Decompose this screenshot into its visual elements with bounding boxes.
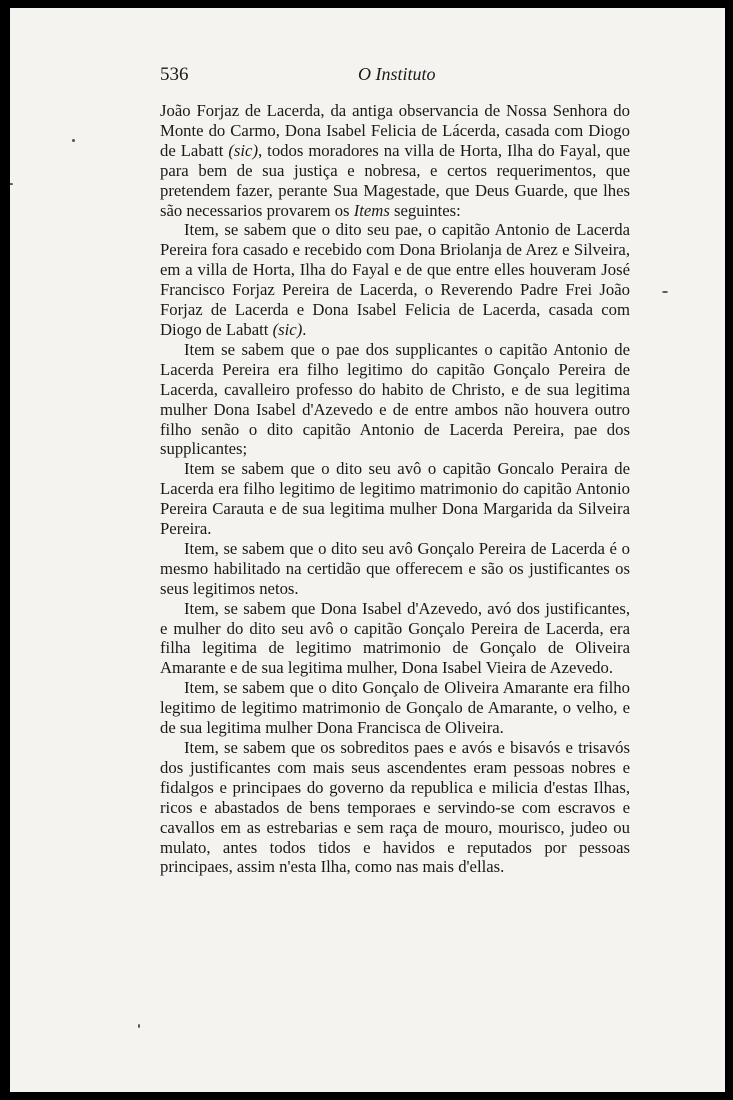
text-run: seguintes: [389,200,461,220]
text-run: Item se sabem que o pae dos supplicantes o capitão Antonio de Lacerda Pereira era filho legitimo do capitão Gonçalo Pereira de Lacerda, cavalleiro professo do habito de Christo, e de sua legitima mulher Dona Isabel d'Azevedo e de entre ambos não houvera outro filho senão o dito capitão Antonio de Lacerda Pereira, pae dos supplicantes; [160,339,630,459]
text-run: Item, se sabem que os sobreditos paes e avós e bisavós e trisavós dos justificantes com mais seus ascendentes eram pessoas nobres e fidalgos e principaes do governo da republica e milicia d'estas Ilhas, ricos e abastados de bens temporaes e servindo-se com escravos e cavallos em as estrebarias e sem raça de mouro, mourisco, judeo ou mulato, antes todos tidos e havidos e reputados por pessoas principaes, assim n'esta Ilha, como nas mais d'ellas. [160,738,630,877]
paper-speck [10,183,13,185]
page-number: 536 [160,64,189,85]
paper-speck [662,291,668,293]
text-run: Item, se sabem que o dito seu avô Gonçalo Pereira de Lacerda é o mesmo habilitado na certidão que offerecem e são os justificantes os seus legitimos netos. [160,538,630,598]
paragraph [160,340,630,459]
paragraph [160,738,630,877]
paragraph [160,678,630,738]
text-run: Item, se sabem que Dona Isabel d'Azevedo, avó dos justificantes, e mulher do dito seu avô o capitão Gonçalo Pereira de Lacerda, era filha legitima de legitimo matrimonio de Gonçalo de Oliveira Amarante e de sua legitima mulher, Dona Isabel Vieira de Azevedo. [160,598,630,678]
running-title: O Instituto [358,64,436,84]
book-page [10,8,725,1092]
italic-text: (sic) [228,140,259,160]
paragraph [160,101,630,220]
italic-text: Items [353,200,390,220]
paragraph [160,539,630,599]
page-header [160,64,640,88]
text-run: Item se sabem que o dito seu avô o capitão Goncalo Peraira de Lacerda era filho legitimo de legitimo matrimonio do capitão Antonio Pereira Carauta e de sua legitima mulher Dona Margarida da Silveira Pereira. [160,459,630,539]
paragraph [160,220,630,339]
text-run: , todos moradores na villa de Horta, Ilha do Fayal, que para bem de sua justiça e nobresa, e certos requerimentos, que pretendem fazer, perante Sua Magestade, que Deus Guarde, que lhes são necessarios provarem os [160,140,630,220]
paragraph [160,599,630,679]
text-run: Item, se sabem que o dito Gonçalo de Oliveira Amarante era filho legitimo de legitimo matrimonio de Gonçalo de Amarante, o velho, e de sua legitima mulher Dona Francisca de Oliveira. [160,678,630,738]
italic-text: (sic) [272,319,303,339]
body-text [160,101,630,877]
text-run: João Forjaz de Lacerda, da antiga observancia de Nossa Senhora do Monte do Carmo, Dona Isabel Felicia de Lácerda, casada com Diogo de Labatt [160,101,630,160]
text-run: Item, se sabem que o dito seu pae, o capitão Antonio de Lacerda Pereira fora casado e recebido com Dona Briolanja de Arez e Silveira, em a villa de Horta, Ilha do Fayal e de que entre elles houveram José Francisco Forjaz Pereira de Lacerda, o Reverendo Padre Frei João Forjaz de Lacerda e Dona Isabel Felicia de Lacerda, casada com Diogo de Labatt [160,220,630,339]
paper-speck [72,139,75,142]
paragraph [160,459,630,539]
paper-speck [138,1024,140,1028]
text-run: . [302,319,307,339]
